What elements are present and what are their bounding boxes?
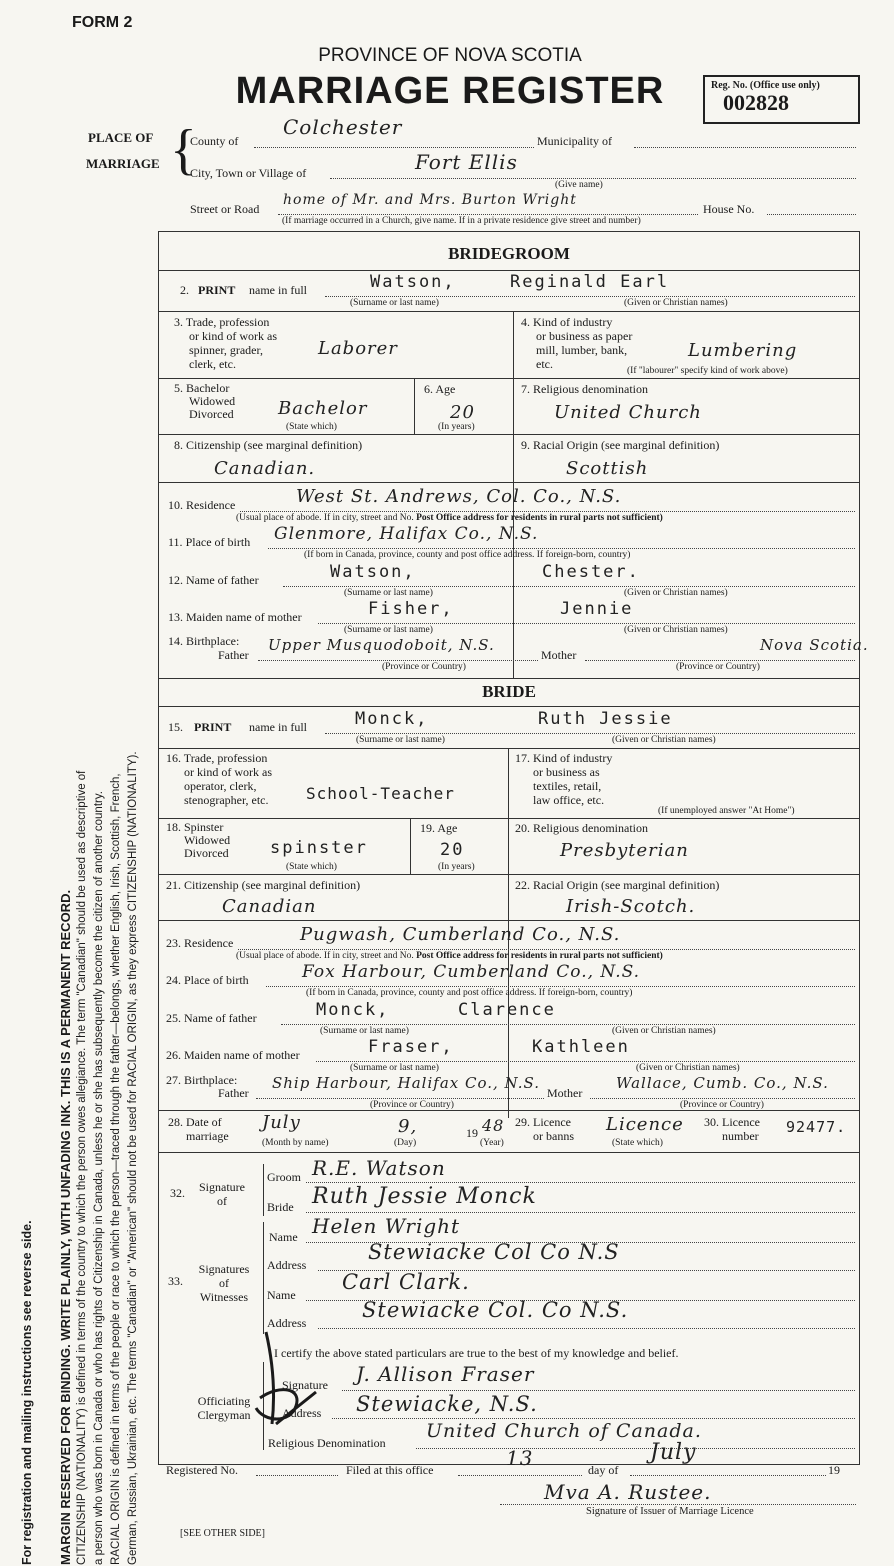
field-12-label: 12. Name of father <box>168 573 259 587</box>
field-22-label: 22. Racial Origin (see marginal definition) <box>515 878 720 892</box>
father-surname-caption: (Surname or last name) <box>344 588 433 598</box>
margin-line-2: MARGIN RESERVED FOR BINDING. WRITE PLAINLY, WITH UNFADING INK. THIS IS A PERMANENT RECORD. <box>58 889 73 1565</box>
marriage-day: 9, <box>398 1116 418 1137</box>
field-14-label: 14. Birthplace: <box>168 634 240 648</box>
bride-print-label: PRINT <box>194 720 232 734</box>
bride-mother-word: Mother <box>547 1086 583 1100</box>
bride-mother-prov-caption: (Province or Country) <box>680 1100 764 1110</box>
bride-name-label: name in full <box>249 720 307 734</box>
mother-prov-caption: (Province or Country) <box>676 662 760 672</box>
bride-father-surname-caption: (Surname or last name) <box>320 1026 409 1036</box>
print-label: PRINT <box>198 283 236 297</box>
groom-father-given: Chester. <box>542 562 640 582</box>
field-24-label: 24. Place of birth <box>166 973 249 987</box>
given-caption: (Given or Christian names) <box>624 298 728 308</box>
witness2-name: Carl Clark. <box>342 1270 470 1294</box>
clergy-flourish-mark <box>246 1328 336 1438</box>
mother-given-caption: (Given or Christian names) <box>624 625 728 635</box>
field-15-number: 15. <box>168 720 183 734</box>
bride-racial: Irish-Scotch. <box>566 896 696 917</box>
registered-no-label: Registered No. <box>166 1463 238 1477</box>
witness1-address: Stewiacke Col Co N.S <box>368 1240 620 1264</box>
birthplace-note: (If born in Canada, province, county and post office address. If foreign-born, country) <box>304 550 631 560</box>
bride-birthplace-note: (If born in Canada, province, county and post office address. If foreign-born, country) <box>306 988 633 998</box>
city-label: City, Town or Village of <box>190 166 307 180</box>
field-13-label: 13. Maiden name of mother <box>168 610 302 624</box>
street-note: (If marriage occurred in a Church, give name. If in a private residence give street and number) <box>282 216 641 226</box>
groom-father-birthplace: Upper Musquodoboit, N.S. <box>268 636 495 654</box>
city-value: Fort Ellis <box>415 150 518 174</box>
licence-state-caption: (State which) <box>612 1138 663 1148</box>
bride-age: 20 <box>440 840 465 860</box>
street-label: Street or Road <box>190 202 260 216</box>
province-heading: PROVINCE OF NOVA SCOTIA <box>318 45 582 66</box>
groom-citizenship: Canadian. <box>214 458 316 479</box>
reg-no-label: Reg. No. (Office use only) <box>711 80 820 91</box>
field-7-label: 7. Religious denomination <box>521 382 648 396</box>
clergy-signature-label: Signature <box>282 1378 328 1392</box>
groom-father-surname: Watson, <box>330 562 416 582</box>
issuer-caption: Signature of Issuer of Marriage Licence <box>586 1506 754 1517</box>
bride-mother-given: Kathleen <box>532 1037 630 1057</box>
bride-father-word: Father <box>218 1086 249 1100</box>
marriage-month: July <box>262 1112 301 1133</box>
bridegroom-heading: BRIDEGROOM <box>448 244 570 263</box>
bride-industry-note: (If unemployed answer "At Home") <box>658 806 795 816</box>
city-line <box>330 178 856 179</box>
groom-racial: Scottish <box>566 458 649 479</box>
witness1-address-label: Address <box>267 1258 307 1272</box>
bride-trade: School-Teacher <box>306 784 455 803</box>
groom-industry: Lumbering <box>688 340 798 361</box>
field-8-label: 8. Citizenship (see marginal definition) <box>174 438 363 452</box>
father-word: Father <box>218 648 249 662</box>
house-label: House No. <box>703 202 755 216</box>
issuer-signature: Mva A. Rustee. <box>544 1480 712 1504</box>
licence-or-banns: Licence <box>606 1114 684 1135</box>
groom-status: Bachelor <box>278 398 368 419</box>
name-label: name in full <box>249 283 307 297</box>
county-line <box>254 147 534 148</box>
witness2-address: Stewiacke Col. Co N.S. <box>362 1298 629 1322</box>
page-title: MARRIAGE REGISTER <box>235 70 665 112</box>
reg-no-value: 002828 <box>723 90 789 115</box>
groom-mother-birthplace: Nova Scotia. <box>760 636 869 654</box>
reg-no-box <box>703 75 860 124</box>
bride-given: Ruth Jessie <box>538 709 673 729</box>
bride-residence: Pugwash, Cumberland Co., N.S. <box>300 924 621 945</box>
street-value: home of Mr. and Mrs. Burton Wright <box>283 192 577 208</box>
field-33-labels: Signatures of Witnesses <box>198 1262 250 1304</box>
surname-caption: (Surname or last name) <box>350 298 439 308</box>
clergy-religion: United Church of Canada. <box>426 1420 702 1442</box>
field-20-label: 20. Religious denomination <box>515 821 648 835</box>
marriage-year: 48 <box>482 1116 505 1135</box>
bride-given-caption: (Given or Christian names) <box>612 735 716 745</box>
field-29-labels: 29. Licence or banns <box>515 1115 574 1143</box>
groom-mother-surname: Fisher, <box>368 599 454 619</box>
bride-mother-birthplace: Wallace, Cumb. Co., N.S. <box>616 1074 829 1092</box>
groom-trade: Laborer <box>318 338 398 359</box>
marriage-label: MARRIAGE <box>86 156 160 171</box>
clergy-address: Stewiacke, N.S. <box>356 1392 538 1416</box>
year-caption: (Year) <box>480 1138 504 1148</box>
bride-citizenship: Canadian <box>222 896 317 917</box>
state-caption: (State which) <box>286 422 337 432</box>
year-prefix: 19 <box>466 1126 478 1140</box>
bride-religion: Presbyterian <box>560 840 689 861</box>
field-25-label: 25. Name of father <box>166 1011 257 1025</box>
field-19-label: 19. Age <box>420 821 458 835</box>
filed-month: July <box>650 1440 697 1465</box>
licence-number: 92477. <box>786 1118 847 1136</box>
form-number: FORM 2 <box>72 14 133 31</box>
witness1-name: Helen Wright <box>312 1214 461 1238</box>
groom-age: 20 <box>450 402 475 423</box>
witness2-address-label: Address <box>267 1316 307 1330</box>
house-line <box>767 214 856 215</box>
municipality-label: Municipality of <box>537 134 612 148</box>
brace: { <box>170 119 197 181</box>
bride-mother-given-caption: (Given or Christian names) <box>636 1063 740 1073</box>
clergy-signature: J. Allison Fraser <box>356 1362 535 1386</box>
father-prov-caption: (Province or Country) <box>382 662 466 672</box>
filed-label: Filed at this office <box>346 1463 434 1477</box>
filed-day: 13 <box>506 1446 534 1470</box>
field-21-label: 21. Citizenship (see marginal definition) <box>166 878 361 892</box>
margin-line-3: CITIZENSHIP (NATIONALITY) is defined in terms of the country to which the person owes allegiance. The term "Canadian" should be used as descriptive of <box>76 770 88 1565</box>
field-11-label: 11. Place of birth <box>168 535 251 549</box>
bride-years-caption: (In years) <box>438 862 475 872</box>
bride-father-given: Clarence <box>458 1000 556 1020</box>
groom-religion: United Church <box>554 402 702 423</box>
field-10-label: 10. Residence <box>168 498 236 512</box>
field-28-labels: 28. Date of marriage <box>168 1115 229 1143</box>
field-32-labels: Signature of <box>199 1180 245 1208</box>
field-9-label: 9. Racial Origin (see marginal definition) <box>521 438 720 452</box>
street-line <box>278 214 698 215</box>
margin-line-4: a person who was born in Canada or who has rights of Citizenship in Canada, unless he or she has subsequently become the citizen of another country. <box>93 791 105 1565</box>
groom-birthplace: Glenmore, Halifax Co., N.S. <box>274 524 539 544</box>
field-30-labels: 30. Licence number <box>704 1115 760 1143</box>
residence-note: (Usual place of abode. If in city, street and No. Post Office address for residents in rural parts not sufficient) <box>236 513 663 523</box>
margin-binding <box>58 235 144 1565</box>
father-given-caption: (Given or Christian names) <box>624 588 728 598</box>
see-other-side: [SEE OTHER SIDE] <box>180 1528 265 1539</box>
bride-signature: Ruth Jessie Monck <box>312 1184 537 1209</box>
bride-birthplace: Fox Harbour, Cumberland Co., N.S. <box>302 962 641 982</box>
clergy-address-label: Address <box>282 1406 322 1420</box>
bride-father-birthplace: Ship Harbour, Halifax Co., N.S. <box>272 1074 540 1092</box>
certification: I certify the above stated particulars are true to the best of my knowledge and belief. <box>274 1346 679 1360</box>
witness2-name-label: Name <box>267 1288 296 1302</box>
bride-father-surname: Monck, <box>316 1000 390 1020</box>
place-label: PLACE OF <box>88 130 154 145</box>
month-caption: (Month by name) <box>262 1138 329 1148</box>
groom-mother-given: Jennie <box>560 599 634 619</box>
mother-surname-caption: (Surname or last name) <box>344 625 433 635</box>
groom-given: Reginald Earl <box>510 272 670 292</box>
groom-surname: Watson, <box>370 272 456 292</box>
bride-mother-surname-caption: (Surname or last name) <box>350 1063 439 1073</box>
bride-status: spinster <box>270 838 368 858</box>
bride-father-given-caption: (Given or Christian names) <box>612 1026 716 1036</box>
filed-year-prefix: 19 <box>828 1463 840 1477</box>
municipality-line <box>634 147 856 148</box>
officiating-labels: Officiating Clergyman <box>197 1394 251 1422</box>
bride-surname-caption: (Surname or last name) <box>356 735 445 745</box>
field-26-label: 26. Maiden name of mother <box>166 1048 300 1062</box>
field-5-labels: 5. Bachelor Widowed Divorced <box>174 381 236 421</box>
industry-note: (If "labourer" specify kind of work above) <box>627 366 788 376</box>
day-of-label: day of <box>588 1463 619 1477</box>
groom-label: Groom <box>267 1170 301 1184</box>
field-17-labels: 17. Kind of industry or business as textiles, retail, law office, etc. <box>515 751 613 807</box>
bride-father-prov-caption: (Province or Country) <box>370 1100 454 1110</box>
field-33-number: 33. <box>168 1274 183 1288</box>
field-27-label: 27. Birthplace: <box>166 1073 238 1087</box>
groom-residence: West St. Andrews, Col. Co., N.S. <box>296 486 622 507</box>
field-23-label: 23. Residence <box>166 936 234 950</box>
county-value: Colchester <box>283 115 403 139</box>
mother-word: Mother <box>541 648 577 662</box>
give-name-caption: (Give name) <box>555 180 603 190</box>
field-32-number: 32. <box>170 1186 185 1200</box>
bride-residence-note: (Usual place of abode. If in city, street and No. Post Office address for residents in rural parts not sufficient) <box>236 951 663 961</box>
margin-line-1: For registration and mailing instructions see reverse side. <box>20 1220 34 1565</box>
field-6-label: 6. Age <box>424 382 456 396</box>
field-3-labels: 3. Trade, profession or kind of work as spinner, grader, clerk, etc. <box>174 315 277 371</box>
bride-heading: BRIDE <box>482 682 536 701</box>
bride-label: Bride <box>267 1200 294 1214</box>
groom-signature: R.E. Watson <box>312 1156 446 1180</box>
bride-mother-surname: Fraser, <box>368 1037 454 1057</box>
day-caption: (Day) <box>394 1138 417 1148</box>
clergy-religion-label: Religious Denomination <box>268 1436 386 1450</box>
witness1-name-label: Name <box>269 1230 298 1244</box>
field-4-labels: 4. Kind of industry or business as paper mill, lumber, bank, etc. <box>521 315 633 371</box>
field-2-number: 2. <box>180 283 189 297</box>
field-16-labels: 16. Trade, profession or kind of work as operator, clerk, stenographer, etc. <box>166 751 272 807</box>
margin-instructions <box>20 235 36 1565</box>
margin-line-6: German, Russian, Ukrainian, etc. The terms "Canadian" or "American" should not be used for RACIAL ORIGIN, as they express CITIZENSHIP (NATIONALITY). <box>127 751 139 1565</box>
bride-state-caption: (State which) <box>286 862 337 872</box>
county-label: County of <box>190 134 239 148</box>
years-caption: (In years) <box>438 422 475 432</box>
field-18-labels: 18. Spinster Widowed Divorced <box>166 820 231 860</box>
bride-surname: Monck, <box>355 709 429 729</box>
margin-line-5: RACIAL ORIGIN is defined in terms of the people or race to which the person—traced through the father—belongs, whether English, Irish, Scottish, French, <box>110 773 122 1565</box>
